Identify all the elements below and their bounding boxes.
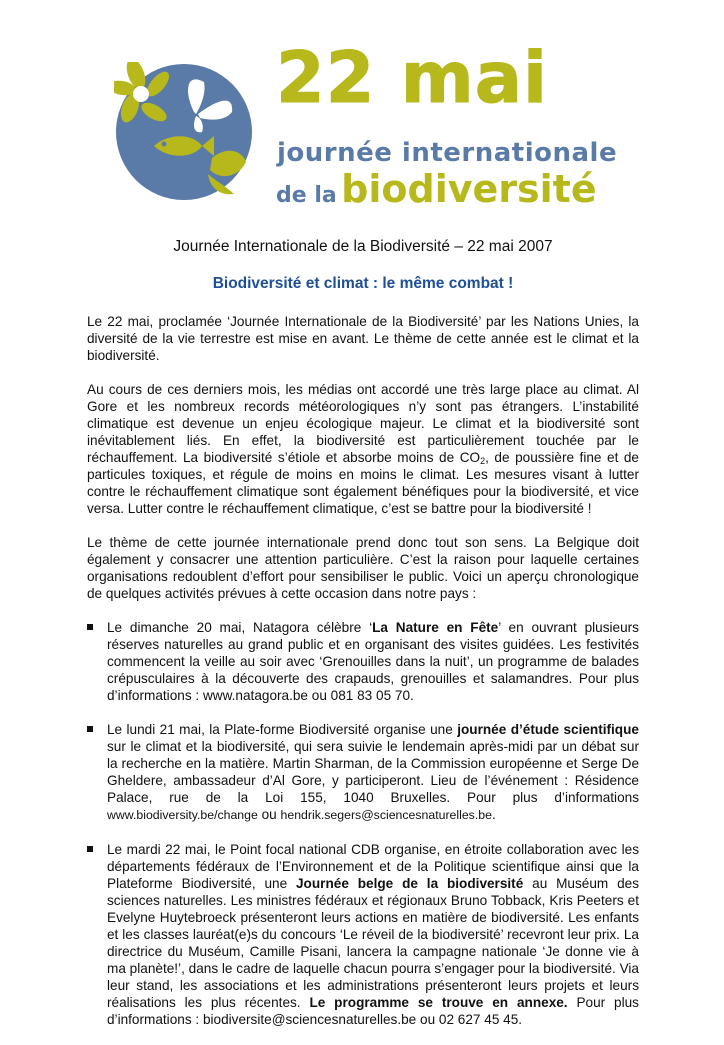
contact-email-hendrik: hendrik.segers@sciencesnaturelles.be — [280, 808, 492, 822]
banner-journee-internationale: journée internationale — [277, 138, 618, 168]
list-item-event-cdb: Le mardi 22 mai, le Point focal national CDB organise, en étroite collaboration avec les départements fédéraux de l’Environnement et de la Politique scientifique ainsi que la Plateforme Biodiversité, une Journée belge de la biodiversité au Muséum des sciences naturelles. Les ministres fédéraux et régionaux Bruno Tobback, Kris Peeters et Evelyne Huytebroeck présenteront leurs actions en matière de biodiversité. Les enfants et les classes lauréat(e)s du concours ‘Le réveil de la biodiversité’ recevront leur prix. La directrice du Muséum, Camille Pisani, lancera la campagne nationale ‘Je donne vie à ma planète!’, dans le cadre de laquelle chacun pourra s’engager pour la biodiversité. Via leur stand, les associations et les administrations présenteront leurs projets et leurs réalisations les plus récentes. Le programme se trouve en annexe. Pour plus d’informations : biodiversite@sciencesnaturelles.be ou 02 627 45 45. — [87, 841, 639, 1028]
paragraph-belgium: Le thème de cette journée internationale prend donc tout son sens. La Belgique doit également y consacrer une attention particulière. C’est la raison pour laquelle certaines organisations redoublent d’effort pour sensibiliser le public. Voici un aperçu chronologique de quelques activités prévues à cette occasion dans notre pays : — [87, 535, 639, 601]
header-banner — [0, 0, 724, 230]
banner-date: 22 mai — [276, 37, 548, 119]
banner-bottom-line — [276, 167, 597, 211]
paragraph-climate: Au cours de ces derniers mois, les médias ont accordé une très large place au climat. Al Gore et les nombreux records météorologiques n’y sont pas étrangers. L’instabilité climatique est devenue un enjeu écologique majeur. Le climat et la biodiversité sont inévitablement liés. En effet, la biodiversité est particulièrement touchée par le réchauffement. La biodiversité s’étiole et absorbe moins de $CO_2$, de poussière fine et de particules toxiques, et régule de moins en moins le climat. Les mesures visant à lutter contre le réchauffement climatique sont également bénéfiques pour la biodiversité, et vice versa. Lutter contre le réchauffement climatique, c’est se battre pour la biodiversité ! — [87, 382, 639, 516]
biodiversity-logo-icon — [114, 62, 254, 202]
list-item-event-natagora: Le dimanche 20 mai, Natagora célèbre ‘La Nature en Fête’ en ouvrant plusieurs réserves naturelles au grand public et en organisant des visites guidées. Les festivités commencent la veille au soir avec ‘Grenouilles dans la nuit’, un programme de balades crépusculaires à la découverte des crapauds, grenouilles et salamandres. Pour plus d’informations : www.natagora.be ou 081 83 05 70. — [87, 619, 639, 704]
list-item-event-plateforme: Le lundi 21 mai, la Plate-forme Biodiversité organise une journée d’étude scientifique sur le climat et la biodiversité, qui sera suivie le lendemain après-midi par un débat sur la recherche en la matière. Martin Sharman, de la Commission européenne et Serge De Gheldere, ambassadeur d’Al Gore, y participeront. Lieu de l’événement : Résidence Palace, rue de la Loi 155, 1040 Bruxelles. Pour plus d’informations www.biodiversity.be/change ou hendrik.segers@sciencesnaturelles.be. — [87, 721, 639, 824]
banner-biodiversite: biodiversité — [341, 167, 597, 211]
document-body — [87, 238, 639, 1045]
banner-de-la: de la — [276, 183, 337, 208]
biodiversity-change-link: www.biodiversity.be/change — [107, 808, 258, 822]
page-subtitle: Biodiversité et climat : le même combat ! — [212, 275, 514, 292]
event-list — [87, 619, 639, 1028]
page-title: Journée Internationale de la Biodiversité – 22 mai 2007 — [173, 238, 553, 255]
co2-subscript: 2 — [480, 456, 486, 466]
paragraph-intro: Le 22 mai, proclamée ‘Journée Internationale de la Biodiversité’ par les Nations Unies, la diversité de la vie terrestre est mise en avant. Le thème de cette année est le climat et la biodiversité. — [87, 314, 639, 363]
bullet-square-icon — [87, 846, 93, 852]
bullet-square-icon — [87, 624, 93, 630]
bullet-square-icon — [87, 726, 93, 732]
